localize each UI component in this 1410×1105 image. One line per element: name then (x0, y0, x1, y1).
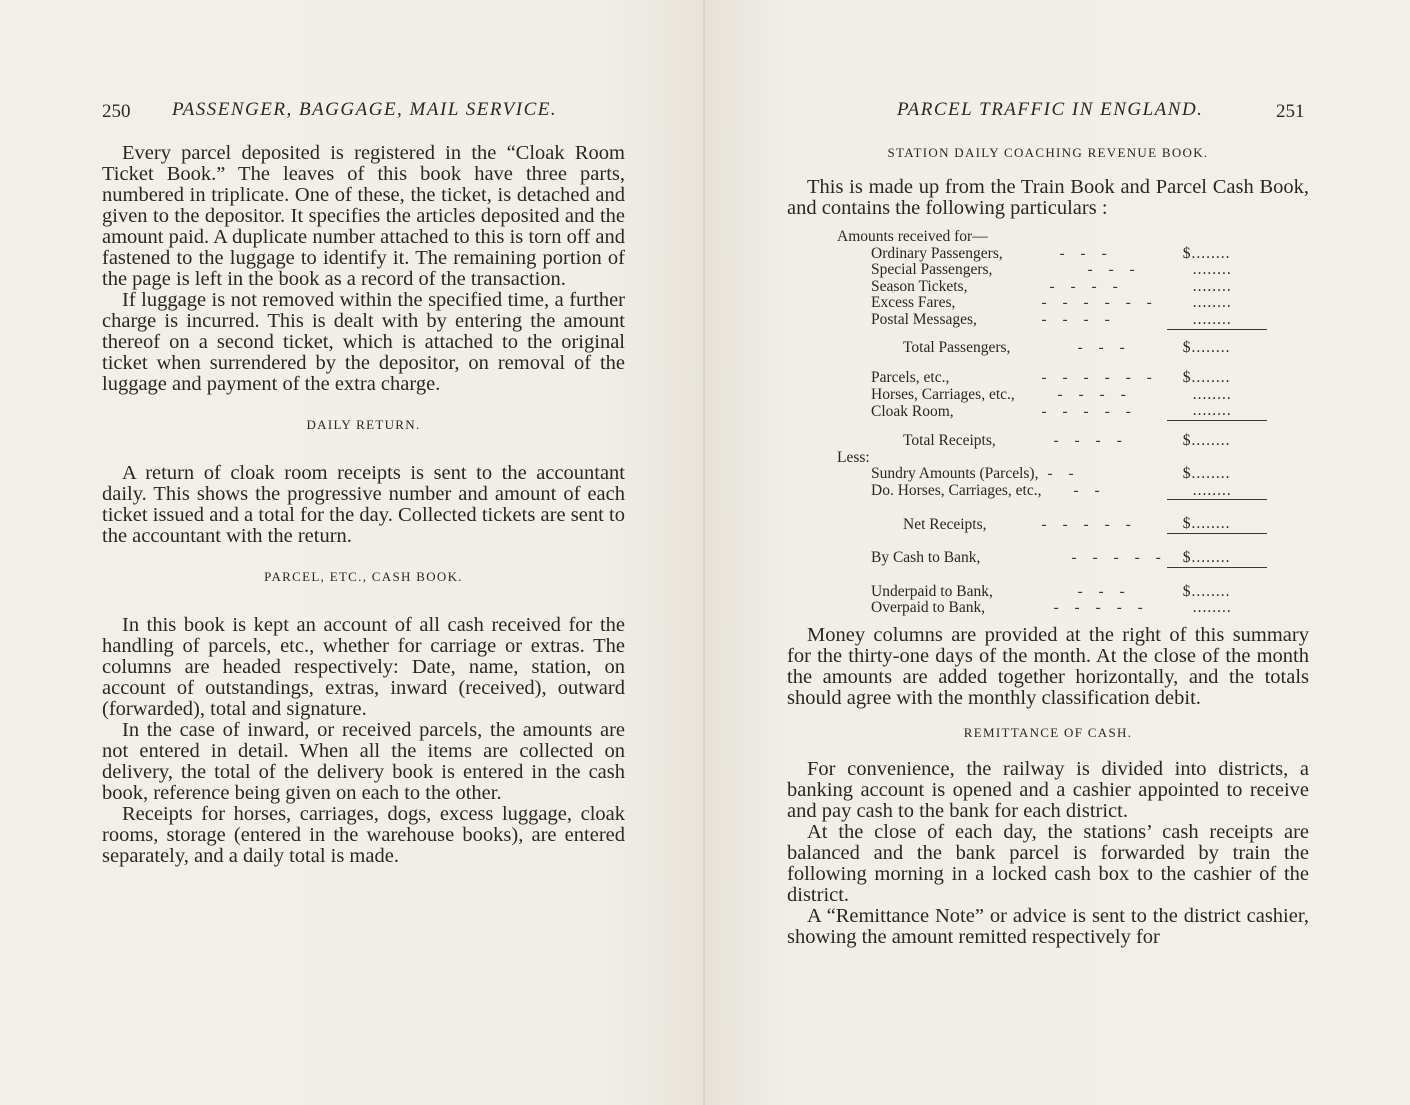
ledger-amount: $........ (1167, 329, 1267, 356)
ledger-row (837, 403, 1267, 420)
ledger-amount: ........ (1192, 310, 1232, 328)
paragraph: A “Remittance Note” or advice is sent to the district cashier, showing the amount remitted respectively for (787, 904, 1309, 948)
ledger-amount: ........ (1192, 385, 1232, 403)
ledger-amount: ........ (1192, 294, 1232, 312)
ledger-leader: - - - - (1049, 277, 1124, 295)
ledger-leader: - - - - - (1053, 599, 1149, 617)
ledger-amount: $........ (1167, 533, 1267, 567)
ledger-label: Less: (837, 448, 870, 466)
ledger-label: Sundry Amounts (Parcels), (871, 465, 1039, 483)
ledger-label: Horses, Carriages, etc., (871, 385, 1015, 403)
paragraph: In this book is kept an account of all cash received for the handling of parcels, etc., whether for carriage or extras. The columns are headed respectively: Date, name, station, on account of outstandings, extras, inward (received), outward (forwarded), total and signature. (102, 614, 625, 720)
ledger-row (837, 246, 1267, 263)
ledger-row (837, 420, 1267, 449)
ledger-leader: - - - - (1053, 431, 1128, 449)
ledger-label: Net Receipts, (903, 515, 987, 533)
ledger-amount: $........ (1167, 567, 1267, 600)
ledger-amount: $........ (1182, 244, 1231, 262)
ledger-row (837, 450, 1267, 467)
ledger-label: Total Passengers, (903, 338, 1011, 356)
ledger-row (837, 262, 1267, 279)
ledger-amount: ........ (1192, 481, 1232, 499)
ledger-label: By Cash to Bank, (871, 549, 981, 567)
ledger-amount: $........ (1182, 465, 1231, 483)
ledger-row (837, 533, 1267, 567)
ledger-label: Cloak Room, (871, 402, 954, 420)
paragraph: At the close of each day, the stations’ cash receipts are balanced and the bank parcel is forwarded by train the following morning in a locked cash box to the cashier of the district. (787, 820, 1309, 906)
paragraph: This is made up from the Train Book and Parcel Cash Book, and contains the following particulars : (787, 176, 1309, 219)
ledger-label: Postal Messages, (871, 311, 977, 329)
ledger-leader: - - - (1077, 582, 1131, 600)
ledger-row (837, 387, 1267, 404)
ledger-amount: $........ (1182, 369, 1231, 387)
ledger-amount: $........ (1167, 420, 1267, 449)
right-column (787, 145, 1309, 948)
ledger-row (837, 567, 1267, 600)
ledger-row (837, 229, 1267, 246)
ledger-label: Total Receipts, (903, 431, 996, 449)
paragraph: In the case of inward, or received parcels, the amounts are not entered in detail. When all the items are collected on delivery, the total of the delivery book is entered in the cash book, reference being given on each to the other. (102, 719, 625, 804)
ledger-amount: ........ (1192, 277, 1232, 295)
ledger-row (837, 356, 1267, 387)
left-column (102, 143, 625, 867)
ledger-row (837, 600, 1267, 617)
revenue-ledger (837, 229, 1267, 617)
ledger-leader: - - - - - (1041, 402, 1137, 420)
ledger-row (837, 279, 1267, 296)
ledger-amount: ........ (1192, 402, 1232, 420)
section-heading-remittance: REMITTANCE OF CASH. (963, 724, 1133, 740)
paragraph: Money columns are provided at the right of this summary for the thirty-one days of the month. At the close of the month the amounts are added together horizontally, and the totals should agree with the monthly classification debit. (787, 623, 1309, 709)
section-heading-revenue-book: STATION DAILY COACHING REVENUE BOOK. (887, 145, 1209, 160)
paragraph: For convenience, the railway is divided into districts, a banking account is opened and a cashier appointed to receive and pay cash to the bank for each district. (787, 757, 1309, 822)
ledger-label: Season Tickets, (871, 277, 968, 295)
ledger-row (837, 500, 1267, 534)
ledger-leader: - - - - (1057, 385, 1132, 403)
ledger-label: Excess Fares, (871, 294, 956, 312)
ledger-label: Amounts received for— (837, 228, 988, 245)
ledger-leader: - - - (1087, 261, 1141, 279)
right-page-number: 251 (1276, 101, 1305, 122)
ledger-label: Overpaid to Bank, (871, 599, 986, 617)
ledger-leader: - - - - - (1071, 549, 1167, 567)
ledger-label: Underpaid to Bank, (871, 582, 993, 600)
ledger-label: Parcels, etc., (871, 369, 950, 387)
paragraph: Every parcel deposited is registered in the “Cloak Room Ticket Book.” The leaves of this book have three parts, numbered in triplicate. One of these, the ticket, is detached and given to the depositor. It specifies the articles deposited and the amount paid. A duplicate number attached to this is torn off and fastened to the luggage to identify it. The remaining portion of the page is left in the book as a record of the transaction. (102, 142, 625, 290)
ledger-label: Ordinary Passengers, (871, 244, 1003, 262)
ledger-row (837, 329, 1267, 356)
ledger-amount: ........ (1192, 261, 1232, 279)
ledger-amount: $........ (1167, 500, 1267, 534)
ledger-row (837, 295, 1267, 312)
ledger-leader: - - - - (1041, 311, 1116, 329)
paragraph: If luggage is not removed within the specified time, a further charge is incurred. This is dealt with by entering the amount thereof on a second ticket, which is attached to the original ticket when surrendered by the depositor, on removal of the luggage and payment of the extra charge. (102, 289, 625, 395)
ledger-row (837, 466, 1267, 483)
ledger-label: Special Passengers, (871, 261, 993, 279)
left-running-head: PASSENGER, BAGGAGE, MAIL SERVICE. (172, 99, 558, 120)
section-heading-cash-book: PARCEL, ETC., CASH BOOK. (264, 569, 463, 584)
ledger-leader: - - - (1077, 338, 1131, 356)
paragraph: Receipts for horses, carriages, dogs, excess luggage, cloak rooms, storage (entered in the warehouse books), are entered separately, and a daily total is made. (102, 803, 625, 867)
ledger-row (837, 312, 1267, 329)
paragraph: A return of cloak room receipts is sent to the accountant daily. This shows the progressive number and amount of each ticket issued and a total for the day. Collected tickets are sent to the accountant with the return. (102, 462, 625, 547)
section-heading-daily-return: DAILY RETURN. (306, 417, 421, 432)
left-page-number: 250 (102, 101, 131, 122)
ledger-row (837, 483, 1267, 500)
ledger-label: Do. Horses, Carriages, etc., (871, 482, 1042, 500)
right-running-head: PARCEL TRAFFIC IN ENGLAND. (897, 99, 1204, 120)
ledger-leader: - - (1047, 465, 1080, 483)
ledger-leader: - - - (1059, 244, 1113, 262)
ledger-leader: - - (1073, 482, 1106, 500)
ledger-leader: - - - - - - (1041, 294, 1158, 312)
ledger-leader: - - - - - - (1041, 369, 1158, 387)
ledger-leader: - - - - - (1041, 515, 1137, 533)
ledger-amount: ........ (1192, 599, 1232, 617)
